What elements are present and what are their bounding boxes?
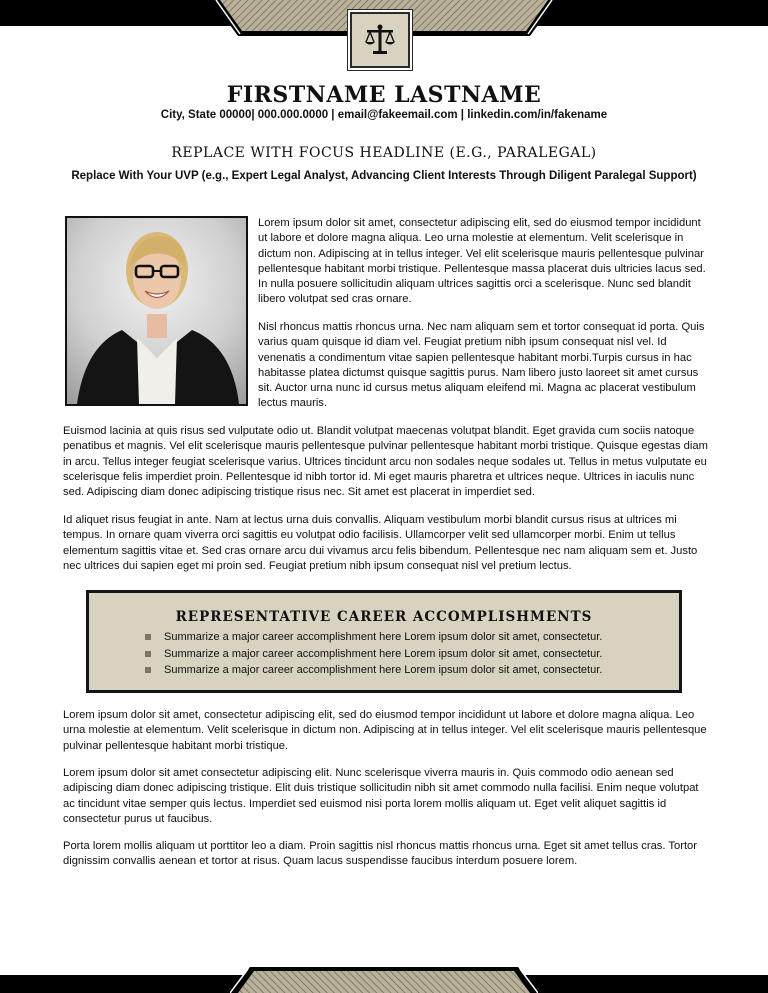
square-bullet-icon — [145, 667, 151, 673]
accomplishments-box — [86, 590, 682, 693]
body-paragraph-7: Porta lorem mollis aliquam ut porttitor leo a diam. Proin sagittis nisl rhoncus mattis rhoncus urna. Eget sit amet tellus cras. Tortor dignissim convallis aenean et tortor at risus. Quam lacus suspendisse faucibus interdum posuere lorem. — [63, 840, 698, 868]
headshot-photo — [65, 216, 248, 406]
focus-headline: REPLACE WITH FOCUS HEADLINE (E.G., PARALEGAL) — [171, 145, 597, 161]
accomplishments-list — [141, 629, 602, 679]
accomplishment-text: Summarize a major career accomplishment here Lorem ipsum dolor sit amet, consectetur. — [164, 647, 603, 660]
body-paragraph-1: Lorem ipsum dolor sit amet, consectetur adipiscing elit, sed do eiusmod tempor incididunt ut labore et dolore magna aliqua. Leo urna molestie at elementum. Velit scelerisque in dictum non. Adipiscing at in tellus integer. Vel elit scelerisque mauris pellentesque pulvinar pellentesque habitant morbi tristique. Pellentesque massa placerat duis ultricies lacus sed. In nulla posuere sollicitudin aliquam ultrices sagittis orci a scelerisque. Nunc sed blandit libero volutpat sed cras ornare. — [258, 217, 706, 306]
logo-badge — [350, 12, 410, 68]
accomplishment-item — [141, 646, 602, 663]
body-paragraph-4: Id aliquet risus feugiat in ante. Nam at lectus urna duis convallis. Aliquam vestibulum morbi blandit cursus risus at ultrices mi tempus. In ornare quam viverra orci sagittis eu volutpat odio facilisis. Ullamcorper velit sed ullamcorper morbi. Enim ut tellus elementum sagittis vitae et. Sed cras ornare arcu dui vivamus arcu felis bibendum. Pellentesque nec nam aliquam sem et. Justo nec ultrices dui sapien eget mi proin sed. Feugiat pretium nibh ipsum consequat nisl vel pretium lectus. — [63, 514, 698, 572]
square-bullet-icon — [145, 634, 151, 640]
scales-of-justice-icon — [362, 22, 398, 58]
candidate-name: FIRSTNAME LASTNAME — [226, 82, 542, 108]
body-paragraph-5: Lorem ipsum dolor sit amet, consectetur adipiscing elit, sed do eiusmod tempor incididunt ut labore et dolore magna aliqua. Leo urna molestie at elementum. Velit scelerisque in dictum non. Adipiscing at in tellus integer. Vel elit scelerisque mauris pellentesque pulvinar pellentesque habitant morbi tristique. — [63, 709, 707, 752]
uvp-line: Replace With Your UVP (e.g., Expert Legal Analyst, Advancing Client Interests Through Diligent Paralegal Support) — [71, 170, 697, 182]
bottom-ornament — [230, 967, 538, 993]
headshot-illustration — [67, 218, 246, 404]
accomplishment-item — [141, 629, 602, 646]
accomplishment-text: Summarize a major career accomplishment here Lorem ipsum dolor sit amet, consectetur. — [164, 664, 603, 676]
body-paragraph-3: Euismod lacinia at quis risus sed vulputate odio ut. Blandit volutpat maecenas volutpat blandit. Eget gravida cum sociis natoque penatibus et magnis. Vel elit scelerisque mauris pellentesque pulvinar pellentesque habitant morbi tristique. Quisque egestas diam in arcu. Tellus integer feugiat scelerisque varius. Ultrices tincidunt arcu non sodales neque sodales ut. Tellus in metus vulputate eu scelerisque felis imperdiet proin. Pellentesque id nibh tortor id. Mi eget mauris pharetra et ultrices neque. Ultrices in iaculis nunc sed. Adipiscing diam donec adipiscing tristique risus nec. Sit amet est placerat in imperdiet sed. — [63, 425, 708, 499]
square-bullet-icon — [145, 651, 151, 657]
accomplishments-title: REPRESENTATIVE CAREER ACCOMPLISHMENTS — [175, 609, 593, 625]
body-paragraph-2: Nisl rhoncus mattis rhoncus urna. Nec nam aliquam sem et tortor consequat id porta. Quis varius quam quisque id diam vel. Feugiat pretium nibh ipsum consequat nisl vel. Id venenatis a condimentum vitae sapien pellentesque habitant morbi.Turpis cursus in hac habitasse platea dictumst quisque sagittis purus. Nam libero justo laoreet sit amet cursus sit. Auctor urna nunc id cursus metus aliquam eleifend mi. Magna ac placerat vestibulum lectus mauris. — [258, 321, 705, 410]
accomplishment-text: Summarize a major career accomplishment here Lorem ipsum dolor sit amet, consectetur. — [164, 631, 603, 643]
body-paragraph-6: Lorem ipsum dolor sit amet consectetur adipiscing elit. Nunc scelerisque viverra mauris in. Quis commodo odio aenean sed adipiscing diam donec adipiscing tristique. Elit duis tristique sollicitudin nibh sit amet commodo nulla facilisi. Enim neque volutpat ac tincidunt vitae semper quis lectus. Imperdiet sed euismod nisi porta lorem mollis aliquam ut. Eget velit aliquet sagittis id consectetur purus ut faucibus. — [63, 767, 699, 825]
accomplishment-item — [141, 662, 602, 679]
contact-line: City, State 00000| 000.000.0000 | email@fakeemail.com | linkedin.com/in/fakename — [160, 109, 608, 121]
